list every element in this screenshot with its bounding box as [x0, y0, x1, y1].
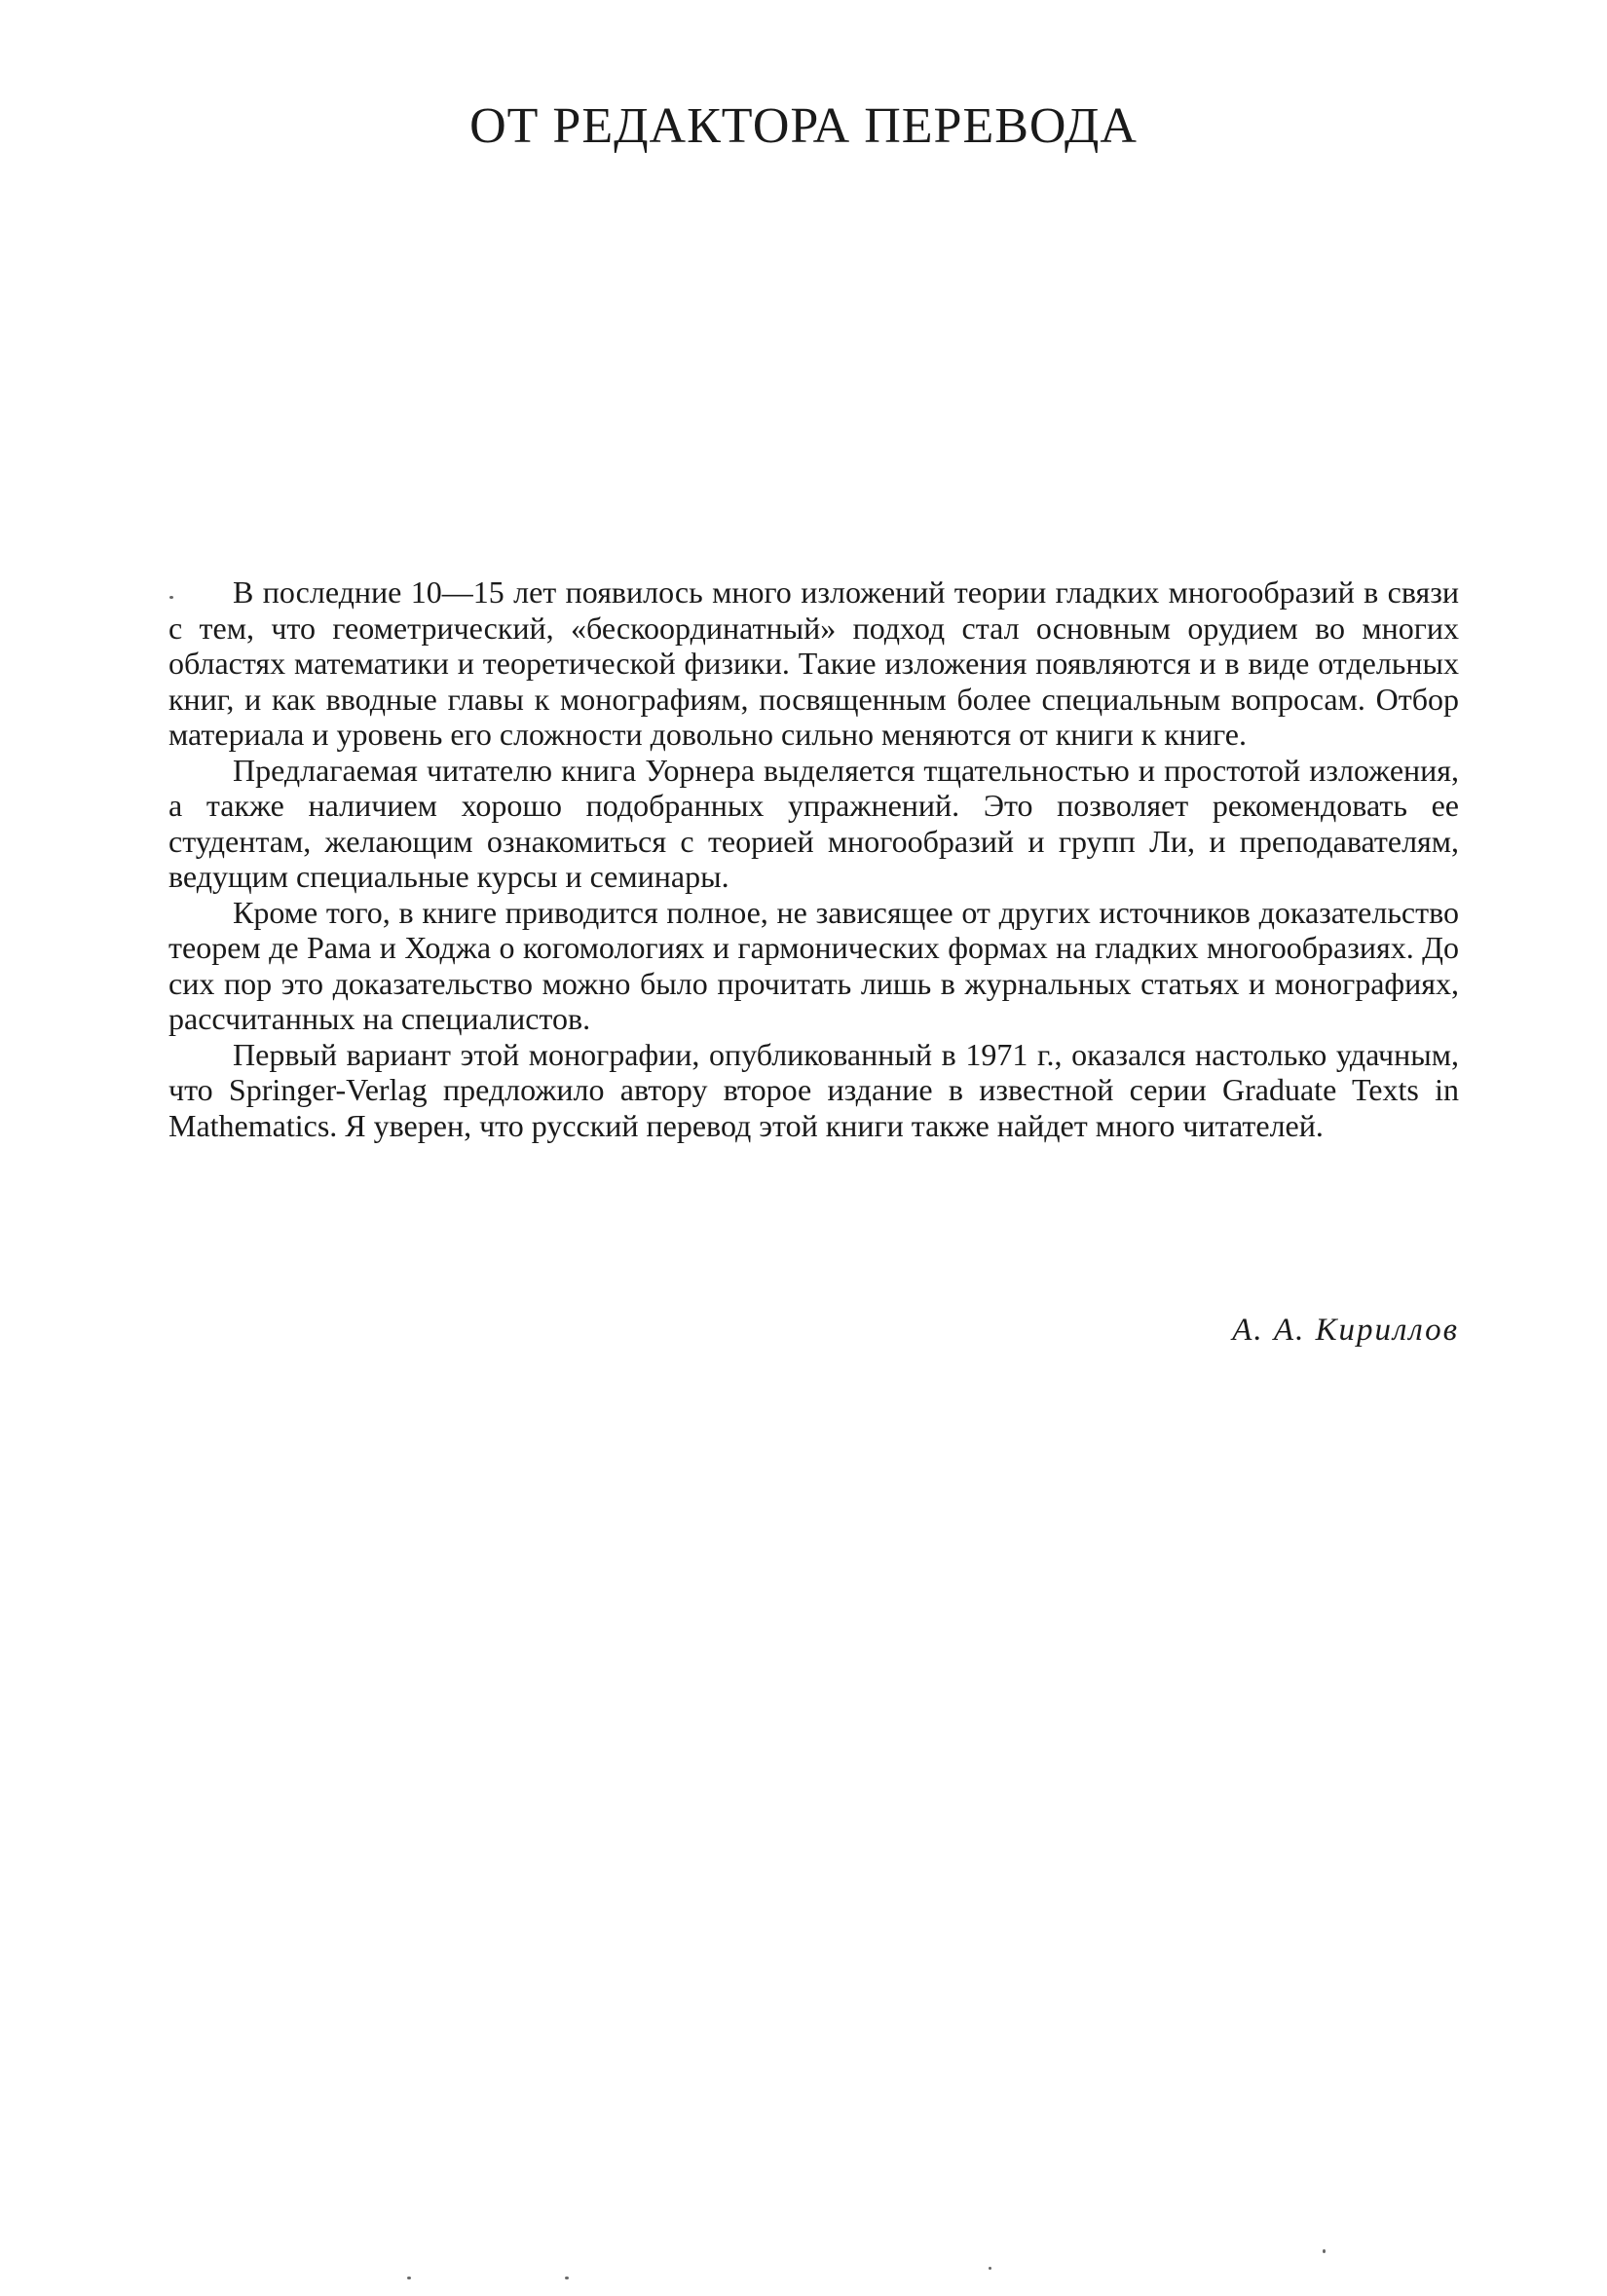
scan-speck — [565, 2277, 569, 2279]
paragraph-1: В последние 10—15 лет появилось много изложений теории гладких многообразий в связи с тем, что геометрический, «бескоординатный» подход стал основным орудием во многих областях математики и теоретической физики. Такие изложения появляются и в виде отдельных книг, и как вводные главы к монографиям, посвященным более специальным вопросам. Отбор материала и уровень его сложности довольно сильно меняются от книги к книге. — [168, 574, 1459, 752]
signature: А. А. Кириллов — [1232, 1313, 1459, 1348]
scan-speck — [989, 2267, 991, 2270]
paragraph-4: Первый вариант этой монографии, опубликованный в 1971 г., оказался настолько удачным, что Springer-Verlag предложило автору второе издание в известной серии Graduate Texts in Mathematics. Я уверен, что русский перевод этой книги также найдет много читателей. — [168, 1036, 1459, 1143]
page-title: ОТ РЕДАКТОРА ПЕРЕВОДА — [469, 98, 1138, 154]
scan-speck — [1323, 2249, 1326, 2253]
scan-speck — [407, 2277, 411, 2279]
body-text — [168, 574, 1459, 1143]
scan-speck — [169, 596, 173, 599]
paragraph-2: Предлагаемая читателю книга Уорнера выделяется тщательностью и простотой изложения, а также наличием хорошо подобранных упражнений. Это позволяет рекомендовать ее студентам, желающим ознакомиться с теорией многообразий и групп Ли, и преподавателям, ведущим специальные курсы и семинары. — [168, 752, 1459, 894]
paragraph-3: Кроме того, в книге приводится полное, не зависящее от других источников доказательство теорем де Рама и Ходжа о когомологиях и гармонических формах на гладких многообразиях. До сих пор это доказательство можно было прочитать лишь в журнальных статьях и монографиях, рассчитанных на специалистов. — [168, 894, 1459, 1036]
